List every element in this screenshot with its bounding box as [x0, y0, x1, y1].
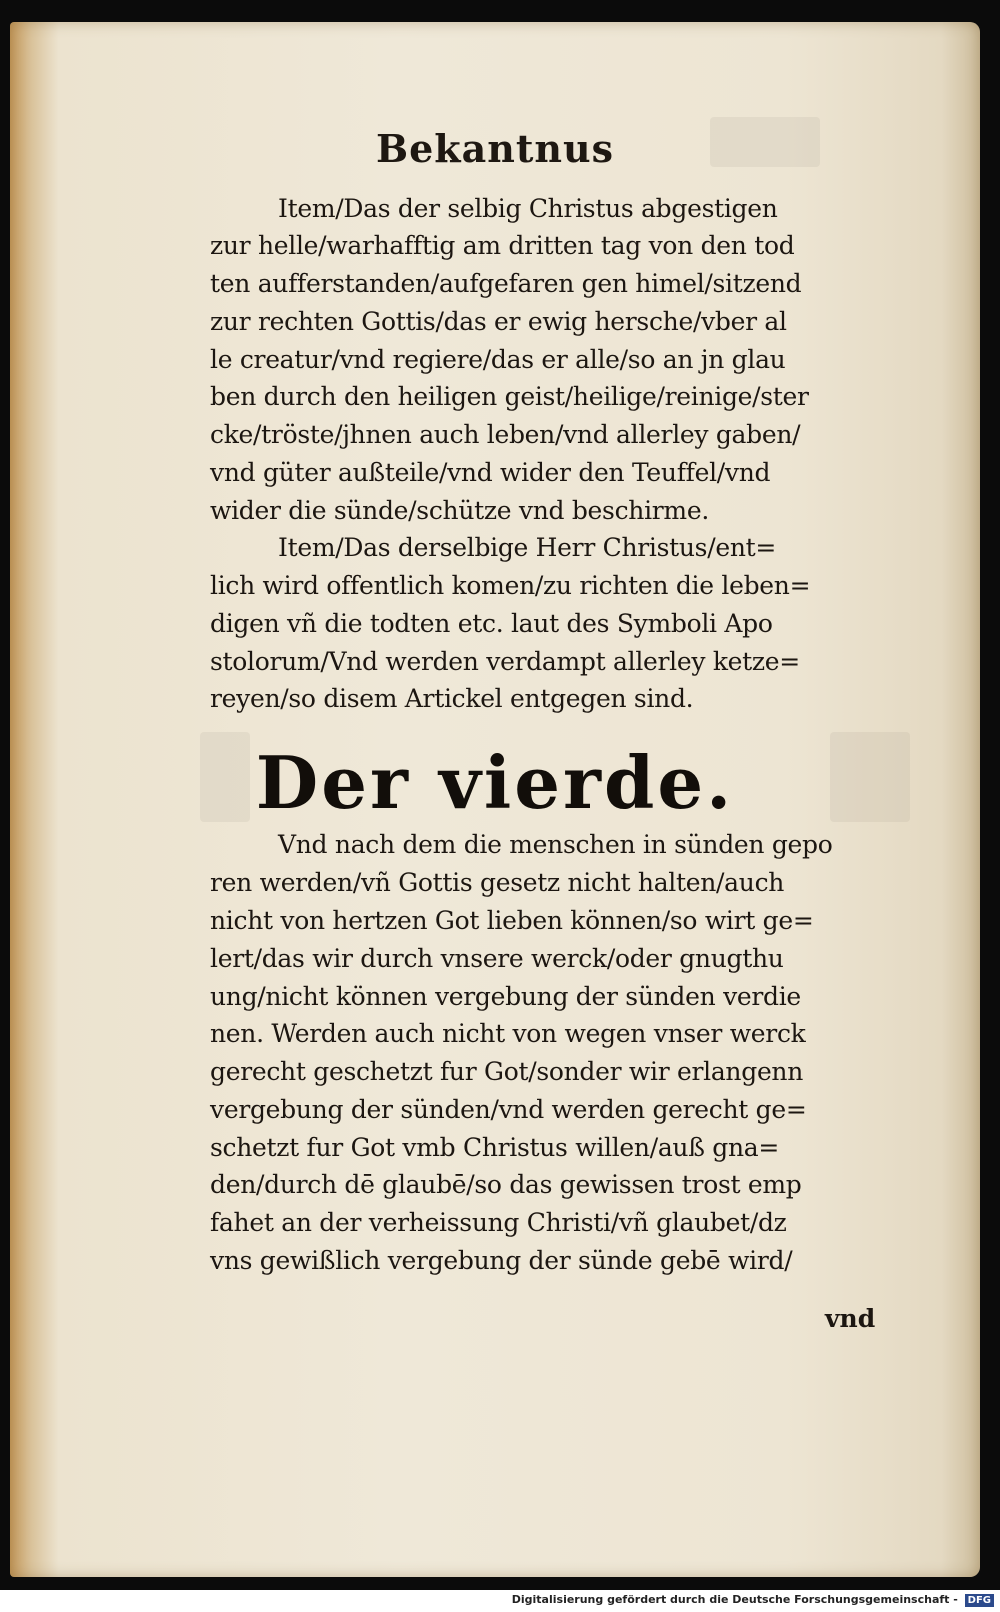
text-line: wider die sünde/schütze vnd beschirme.: [210, 496, 709, 525]
text-line: zur helle/warhafftig am dritten tag von den tod: [210, 231, 795, 260]
text-line: ren werden/vñ Gottis gesetz nicht halten/auch: [210, 868, 785, 897]
text-line: vns gewißlich vergebung der sünde gebē wird/: [210, 1246, 793, 1275]
text-line: ten aufferstanden/aufgefaren gen himel/sitzend: [210, 269, 802, 298]
text-line: nicht von hertzen Got lieben können/so wirt ge=: [210, 906, 814, 935]
text-line: den/durch dē glaubē/so das gewissen trost emp: [210, 1170, 802, 1199]
dfg-logo: DFG: [965, 1594, 994, 1607]
text-line: gerecht geschetzt fur Got/sonder wir erlangenn: [210, 1057, 804, 1086]
text-line: ben durch den heiligen geist/heilige/reinige/ster: [210, 382, 809, 411]
text-line: Item/Das derselbige Herr Christus/ent=: [278, 533, 777, 562]
text-line: schetzt fur Got vmb Christus willen/auß gna=: [210, 1133, 780, 1162]
digitization-credit: [512, 1593, 994, 1607]
section-heading: Der vierde.: [255, 740, 735, 825]
text-line: nen. Werden auch nicht von wegen vnser werck: [210, 1019, 806, 1048]
text-line: lich wird offentlich komen/zu richten die leben=: [210, 571, 811, 600]
text-line: lert/das wir durch vnsere werck/oder gnugthu: [210, 944, 784, 973]
text-line: digen vñ die todten etc. laut des Symboli Apo: [210, 609, 773, 638]
text-line: zur rechten Gottis/das er ewig hersche/vber al: [210, 307, 787, 336]
text-line: fahet an der verheissung Christi/vñ glaubet/dz: [210, 1208, 787, 1237]
text-line: Vnd nach dem die menschen in sünden gepo: [278, 830, 833, 859]
text-line: reyen/so disem Artickel entgegen sind.: [210, 684, 694, 713]
text-line: le creatur/vnd regiere/das er alle/so an jn glau: [210, 345, 786, 374]
text-line: vnd güter außteile/vnd wider den Teuffel/vnd: [210, 458, 771, 487]
book-page: [10, 22, 980, 1577]
text-line: Item/Das der selbig Christus abgestigen: [278, 194, 778, 223]
text-line: vergebung der sünden/vnd werden gerecht ge=: [210, 1095, 807, 1124]
text-line: stolorum/Vnd werden verdampt allerley ketze=: [210, 647, 800, 676]
text-line: ung/nicht können vergebung der sünden verdie: [210, 982, 801, 1011]
credit-text: Digitalisierung gefördert durch die Deutsche Forschungsgemeinschaft -: [511, 1593, 958, 1606]
text-line: cke/tröste/jhnen auch leben/vnd allerley gaben/: [210, 420, 801, 449]
catchword: vnd: [825, 1304, 876, 1333]
running-head: Bekantnus: [375, 126, 615, 171]
